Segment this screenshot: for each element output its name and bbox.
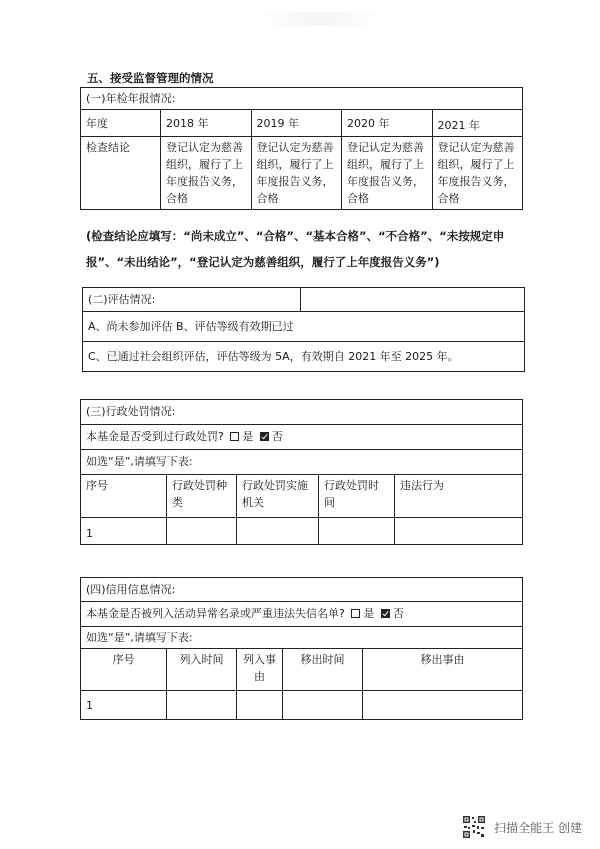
penalty-row-number: 1 bbox=[81, 518, 167, 545]
year-2020: 2020 年 bbox=[342, 110, 433, 137]
penalty-yes-label: 是 bbox=[242, 430, 254, 444]
penalty-cell bbox=[237, 518, 319, 545]
penalty-cell bbox=[319, 518, 395, 545]
annual-check-header: (一)年检年报情况: bbox=[81, 88, 523, 110]
credit-yes-checkbox[interactable] bbox=[351, 609, 360, 618]
credit-cell bbox=[167, 691, 237, 720]
credit-yes-label: 是 bbox=[363, 607, 375, 621]
evaluation-blank bbox=[301, 288, 525, 312]
penalty-header: (三)行政处罚情况: bbox=[81, 400, 523, 425]
evaluation-table bbox=[82, 287, 525, 372]
credit-col-out-reason: 移出事由 bbox=[363, 649, 523, 691]
penalty-yes-checkbox[interactable] bbox=[230, 432, 239, 441]
credit-col-in-reason: 列入事由 bbox=[237, 649, 283, 691]
credit-col-in-time: 列入时间 bbox=[167, 649, 237, 691]
penalty-col-index: 序号 bbox=[81, 475, 167, 518]
year-2021: 2021 年 bbox=[432, 110, 523, 137]
year-2018: 2018 年 bbox=[161, 110, 252, 137]
credit-col-out-time: 移出时间 bbox=[283, 649, 363, 691]
result-label: 检查结论 bbox=[81, 137, 161, 210]
penalty-col-time: 行政处罚时间 bbox=[319, 475, 395, 518]
penalty-question-row bbox=[81, 425, 523, 450]
result-2021: 登记认定为慈善组织，履行了上年度报告义务，合格 bbox=[432, 137, 523, 210]
year-2019: 2019 年 bbox=[251, 110, 342, 137]
scan-smudge bbox=[250, 12, 390, 26]
qr-code-icon bbox=[462, 815, 486, 839]
penalty-table bbox=[80, 399, 523, 545]
credit-header: (四)信用信息情况: bbox=[81, 578, 523, 602]
penalty-col-type: 行政处罚种类 bbox=[167, 475, 237, 518]
evaluation-option-c: C、已通过社会组织评估，评估等级为 5A，有效期自 2021 年至 2025 年。 bbox=[83, 342, 525, 372]
credit-cell bbox=[363, 691, 523, 720]
credit-col-index: 序号 bbox=[81, 649, 167, 691]
watermark-text: 扫描全能王 创建 bbox=[494, 820, 582, 835]
scanner-watermark bbox=[462, 815, 582, 839]
penalty-no-label: 否 bbox=[271, 430, 283, 444]
penalty-no-checkbox[interactable] bbox=[260, 432, 269, 441]
evaluation-option-ab: A、尚未参加评估 B、评估等级有效期已过 bbox=[83, 312, 525, 342]
annual-check-table bbox=[80, 87, 523, 210]
check-conclusion-note: (检查结论应填写：“尚未成立”、“合格”、“基本合格”、“不合格”、“未按规定申报”、“未出结论”，“登记认定为慈善组织，履行了上年度报告义务”) bbox=[86, 229, 505, 269]
credit-table bbox=[80, 577, 523, 720]
section-title: 五、接受监督管理的情况 bbox=[87, 71, 214, 85]
credit-no-label: 否 bbox=[392, 607, 404, 621]
result-2020: 登记认定为慈善组织，履行了上年度报告义务，合格 bbox=[342, 137, 433, 210]
credit-cell bbox=[237, 691, 283, 720]
result-2018: 登记认定为慈善组织，履行了上年度报告义务，合格 bbox=[161, 137, 252, 210]
credit-row-number: 1 bbox=[81, 691, 167, 720]
penalty-col-authority: 行政处罚实施机关 bbox=[237, 475, 319, 518]
year-label: 年度 bbox=[81, 110, 161, 137]
penalty-cell bbox=[167, 518, 237, 545]
result-2019: 登记认定为慈善组织，履行了上年度报告义务，合格 bbox=[251, 137, 342, 210]
credit-fill-note: 如选“是”,请填写下表: bbox=[81, 627, 523, 649]
penalty-question: 本基金是否受到过行政处罚? bbox=[86, 430, 224, 444]
credit-cell bbox=[283, 691, 363, 720]
credit-question-row bbox=[81, 602, 523, 627]
credit-no-checkbox[interactable] bbox=[381, 609, 390, 618]
penalty-col-violation: 违法行为 bbox=[395, 475, 523, 518]
credit-question: 本基金是否被列入活动异常名录或严重违法失信名单? bbox=[86, 607, 345, 621]
penalty-cell bbox=[395, 518, 523, 545]
penalty-fill-note: 如选“是”,请填写下表: bbox=[81, 450, 523, 475]
evaluation-header: (二)评估情况: bbox=[83, 288, 301, 312]
